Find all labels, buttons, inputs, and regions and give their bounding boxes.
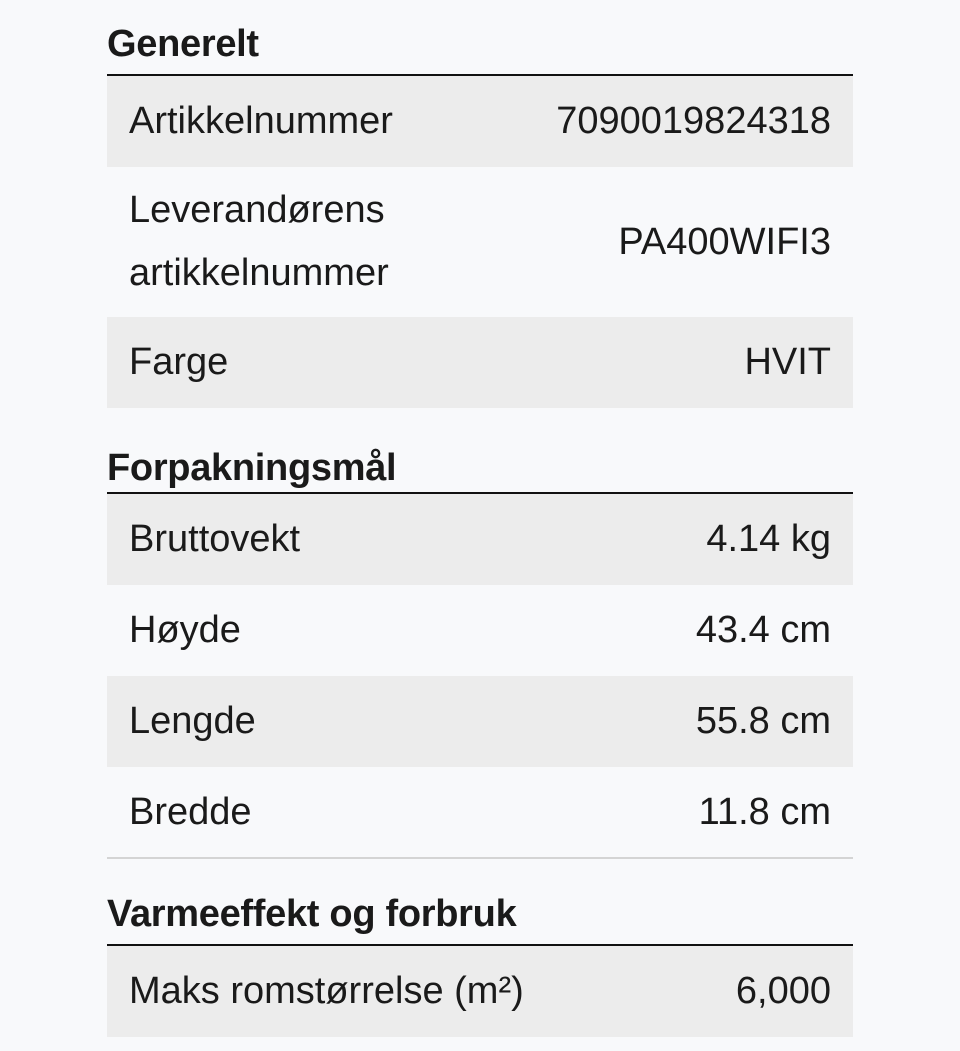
spec-label: Høyde <box>129 609 241 651</box>
spec-row-lengde <box>107 676 853 767</box>
spec-value: PA400WIFI3 <box>618 220 831 263</box>
section-title-forpakningsmal: Forpakningsmål <box>107 408 853 494</box>
product-spec-table <box>107 0 853 1037</box>
spec-value: 43.4 cm <box>695 609 831 651</box>
spec-row-artikkelnummer <box>107 76 853 167</box>
spec-row-leverandorens-artikkelnummer <box>107 167 853 317</box>
spec-value: 6,000 <box>735 970 831 1012</box>
spec-value: 55.8 cm <box>695 700 831 742</box>
spec-label: Lengde <box>129 700 256 742</box>
spec-value: 7090019824318 <box>556 100 831 142</box>
spec-label: Maks romstørrelse (m²) <box>129 970 524 1012</box>
spec-row-bredde <box>107 767 853 857</box>
section-title-generelt: Generelt <box>107 0 853 76</box>
spec-label: Artikkelnummer <box>129 100 393 142</box>
spec-value: 4.14 kg <box>706 518 831 560</box>
spec-label: Farge <box>129 341 229 383</box>
spec-label: Bredde <box>129 790 252 833</box>
spec-row-hoyde <box>107 585 853 676</box>
spec-label: Leverandørens artikkelnummer <box>129 189 389 294</box>
spec-value: HVIT <box>744 341 831 383</box>
spec-value: 11.8 cm <box>698 790 831 833</box>
section-title-varmeeffekt-og-forbruk: Varmeeffekt og forbruk <box>107 859 853 946</box>
spec-row-farge <box>107 317 853 408</box>
spec-row-maks-romstorrelse <box>107 946 853 1037</box>
spec-row-bruttovekt <box>107 494 853 585</box>
spec-label: Bruttovekt <box>129 518 301 560</box>
